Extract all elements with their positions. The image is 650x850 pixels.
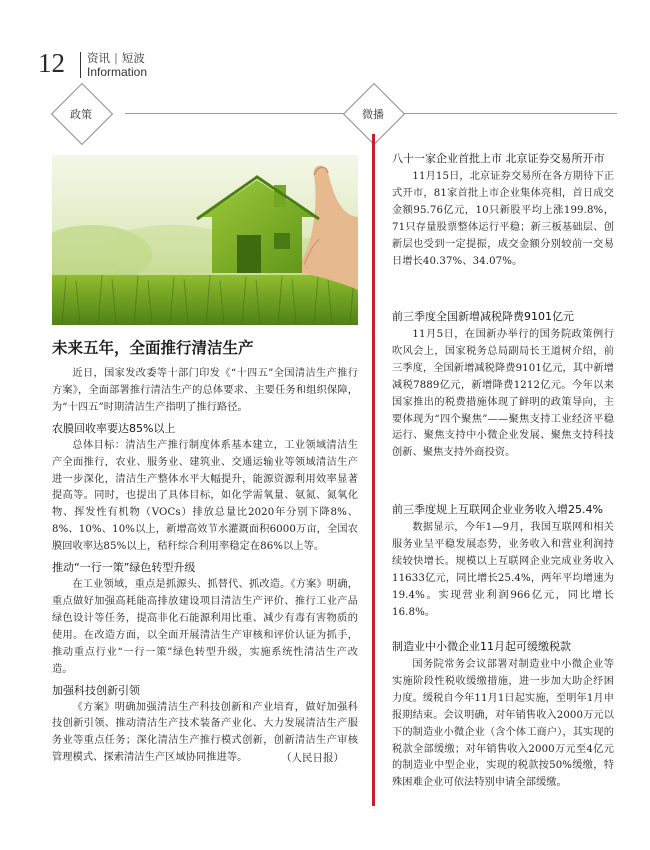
news-item xyxy=(392,501,614,621)
tag-rule-left-b xyxy=(125,113,365,114)
news-item xyxy=(392,308,614,462)
green-house-photo xyxy=(52,155,358,325)
article-intro: 近日，国家发改委等十部门印发《“十四五”全国清洁生产推行方案》，全面部署推行清洁生产的总体要求、主要任务和组织保障，为“十四五”时期清洁生产指明了推行路径。 xyxy=(52,368,358,413)
article-title: 未来五年，全面推行清洁生产 xyxy=(52,339,254,357)
green-house-illustration xyxy=(52,155,358,325)
page-number: 12 xyxy=(38,48,65,78)
news-item-body: 数据显示，今年1—9月，我国互联网和相关服务业呈平稳发展态势，业务收入和营业利润持续较快增长。规模以上互联网企业完成业务收入11633亿元，同比增长25.4%，两年平均增速为19.4%。实现营业利润966亿元，同比增长16.8%。 xyxy=(392,522,614,618)
news-item-body: 国务院常务会议部署对制造业中小微企业等实施阶段性税收缓缴措施，进一步加大助企纾困力度。缓税自今年11月1日起实施，至明年1月申报期结束。会议明确，对年销售收入2000万元以下的制造业小微企业（含个体工商户），其实现的税款全部缓缴；对年销售收入2000万元至4亿元的制造业中型企业，实现的税款按50%缓缴，特殊困难企业可依法特别申请全部缓缴。 xyxy=(392,659,614,789)
left-article xyxy=(52,336,358,765)
section1-heading: 农膜回收率要达85%以上 xyxy=(52,421,176,435)
title-separator: | xyxy=(114,51,118,65)
section-title-en: Information xyxy=(87,65,148,79)
news-item-body: 11月15日，北京证券交易所在各方期待下正式开市，81家首批上市企业集体亮相，首日成交金额95.76亿元，10只新股平均上涨199.8%，71只存量股票整体运行平稳；新三板基础层、创新层也受到一定提振，成交金额分别较前一交易日增长40.37%、34.07%。 xyxy=(392,171,614,267)
section3-heading: 加强科技创新引领 xyxy=(52,683,140,697)
news-item xyxy=(392,638,614,792)
tag-rule-right xyxy=(395,113,617,114)
news-item-title: 八十一家企业首批上市 北京证券交易所开市 xyxy=(392,152,605,165)
news-item-title: 制造业中小微企业11月起可缓缴税款 xyxy=(392,640,571,653)
news-item-title: 前三季度规上互联网企业业务收入增25.4% xyxy=(392,503,603,516)
header-divider xyxy=(80,52,81,78)
article-source: （人民日报） xyxy=(281,752,344,765)
section2-heading: 推动“一行一策”绿色转型升级 xyxy=(52,561,196,575)
weibo-tag-label: 微播 xyxy=(362,108,384,121)
section3-body: 《方案》明确加强清洁生产科技创新和产业培育，做好加强科技创新引领、推动清洁生产技术装备产业化、大力发展清洁生产服务业等重点任务；深化清洁生产推行模式创新，创新清洁生产审核管理模式、探索清洁生产区域协同推进等。 xyxy=(52,701,358,764)
column-divider-red xyxy=(372,134,375,806)
subsection-name: 短波 xyxy=(121,51,145,65)
section-name: 资讯 xyxy=(87,51,110,65)
section-title-cn xyxy=(87,50,145,66)
section2-body: 在工业领域，重点是抓源头、抓替代、抓改造。《方案》明确，重点做好加强高耗能高排放建设项目清洁生产评价、推行工业产品绿色设计等任务，提高非化石能源利用比重、减少有毒有害物质的使用。在改造方面，以全面开展清洁生产审核和评价认证为抓手，推动重点行业“一行一策”绿色转型升级，实施系统性清洁生产改造。 xyxy=(52,579,358,675)
policy-tag-label: 政策 xyxy=(70,108,92,121)
section1-body: 总体目标：清洁生产推行制度体系基本建立，工业领域清洁生产全面推行，农业、服务业、建筑业、交通运输业等领域清洁生产进一步深化，清洁生产整体水平大幅提升，能源资源利用效率显著提高等。同时，也提出了具体目标，如化学需氧量、氨氮、氮氧化物、挥发性有机物（VOCs）排放总量比2020年分别下降8%、8%、10%、10%以上，新增高效节水灌溉面积6000万亩，全国农膜回收率达85%以上，秸秆综合利用率稳定在86%以上等。 xyxy=(52,439,358,553)
news-item-body: 11月5日，在国新办举行的国务院政策例行吹风会上，国家税务总局副局长王道树介绍，前三季度，全国新增减税降费9101亿元，其中新增减税7889亿元，新增降费1212亿元。今年以来国家推出的税费措施体现了鲜明的政策导向，主要体现为“四个聚焦”——聚焦支持工业经济平稳运行、聚焦支持中小微企业发展、聚焦支持科技创新、聚焦支持外商投资。 xyxy=(392,329,614,459)
news-item xyxy=(392,150,614,270)
news-item-title: 前三季度全国新增减税降费9101亿元 xyxy=(392,310,574,323)
